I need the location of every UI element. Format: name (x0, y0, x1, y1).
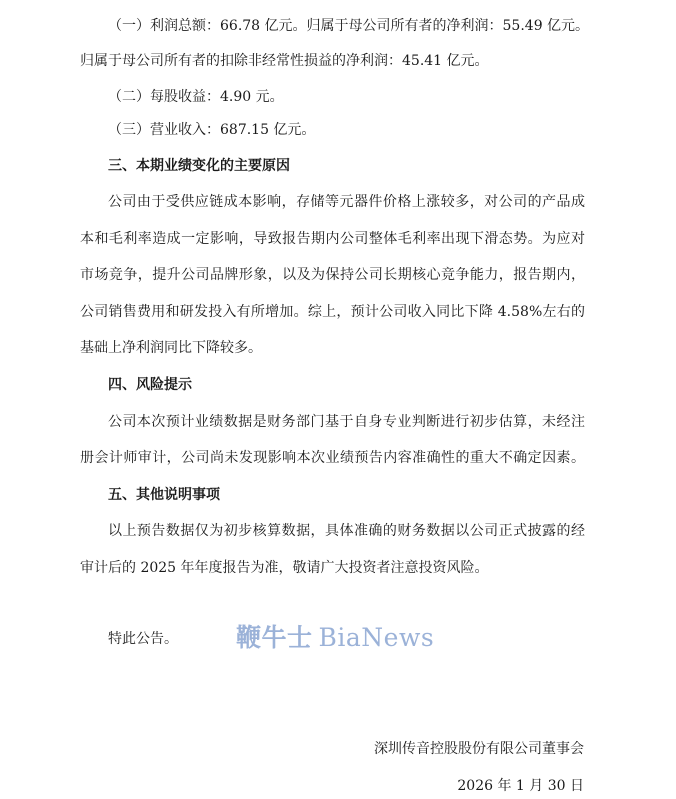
signature-date: 2026 年 1 月 30 日 (457, 778, 584, 794)
net-profit-deducted-line: 归属于母公司所有者的扣除非经常性损益的净利润：45.41 亿元。 (80, 53, 489, 69)
section4-paragraph-line: 册会计师审计，公司尚未发现影响本次业绩预告内容准确性的重大不确定因素。 (80, 450, 585, 466)
section3-paragraph-line: 市场竞争，提升公司品牌形象，以及为保持公司长期核心竞争能力，报告期内， (80, 267, 585, 283)
section5-paragraph-line: 审计后的 2025 年年度报告为准，敬请广大投资者注意投资风险。 (80, 560, 489, 576)
revenue-line: （三）营业收入：687.15 亿元。 (108, 122, 316, 138)
closing-statement: 特此公告。 (108, 631, 178, 647)
section5-paragraph-line: 以上预告数据仅为初步核算数据，具体准确的财务数据以公司正式披露的经 (108, 523, 585, 539)
watermark-cn: 鞭牛士 (236, 623, 313, 652)
watermark-en: BiaNews (318, 623, 435, 652)
section5-heading: 五、其他说明事项 (108, 487, 220, 503)
section4-paragraph-line: 公司本次预计业绩数据是财务部门基于自身专业判断进行初步估算，未经注 (108, 414, 585, 430)
section3-paragraph-line: 公司由于受供应链成本影响，存储等元器件价格上涨较多，对公司的产品成 (108, 194, 585, 210)
eps-line: （二）每股收益：4.90 元。 (108, 89, 284, 105)
section3-heading: 三、本期业绩变化的主要原因 (108, 158, 290, 174)
section3-paragraph-line: 基础上净利润同比下降较多。 (80, 340, 262, 356)
section4-heading: 四、风险提示 (108, 377, 192, 393)
bianews-watermark (236, 622, 434, 654)
signature-company: 深圳传音控股股份有限公司董事会 (374, 741, 584, 757)
section3-paragraph-line: 公司销售费用和研发投入有所增加。综上，预计公司收入同比下降 4.58%左右的 (80, 304, 585, 320)
profit-total-line: （一）利润总额：66.78 亿元。归属于母公司所有者的净利润：55.49 亿元。 (108, 18, 590, 34)
section3-paragraph-line: 本和毛利率造成一定影响，导致报告期内公司整体毛利率出现下滑态势。为应对 (80, 231, 585, 247)
